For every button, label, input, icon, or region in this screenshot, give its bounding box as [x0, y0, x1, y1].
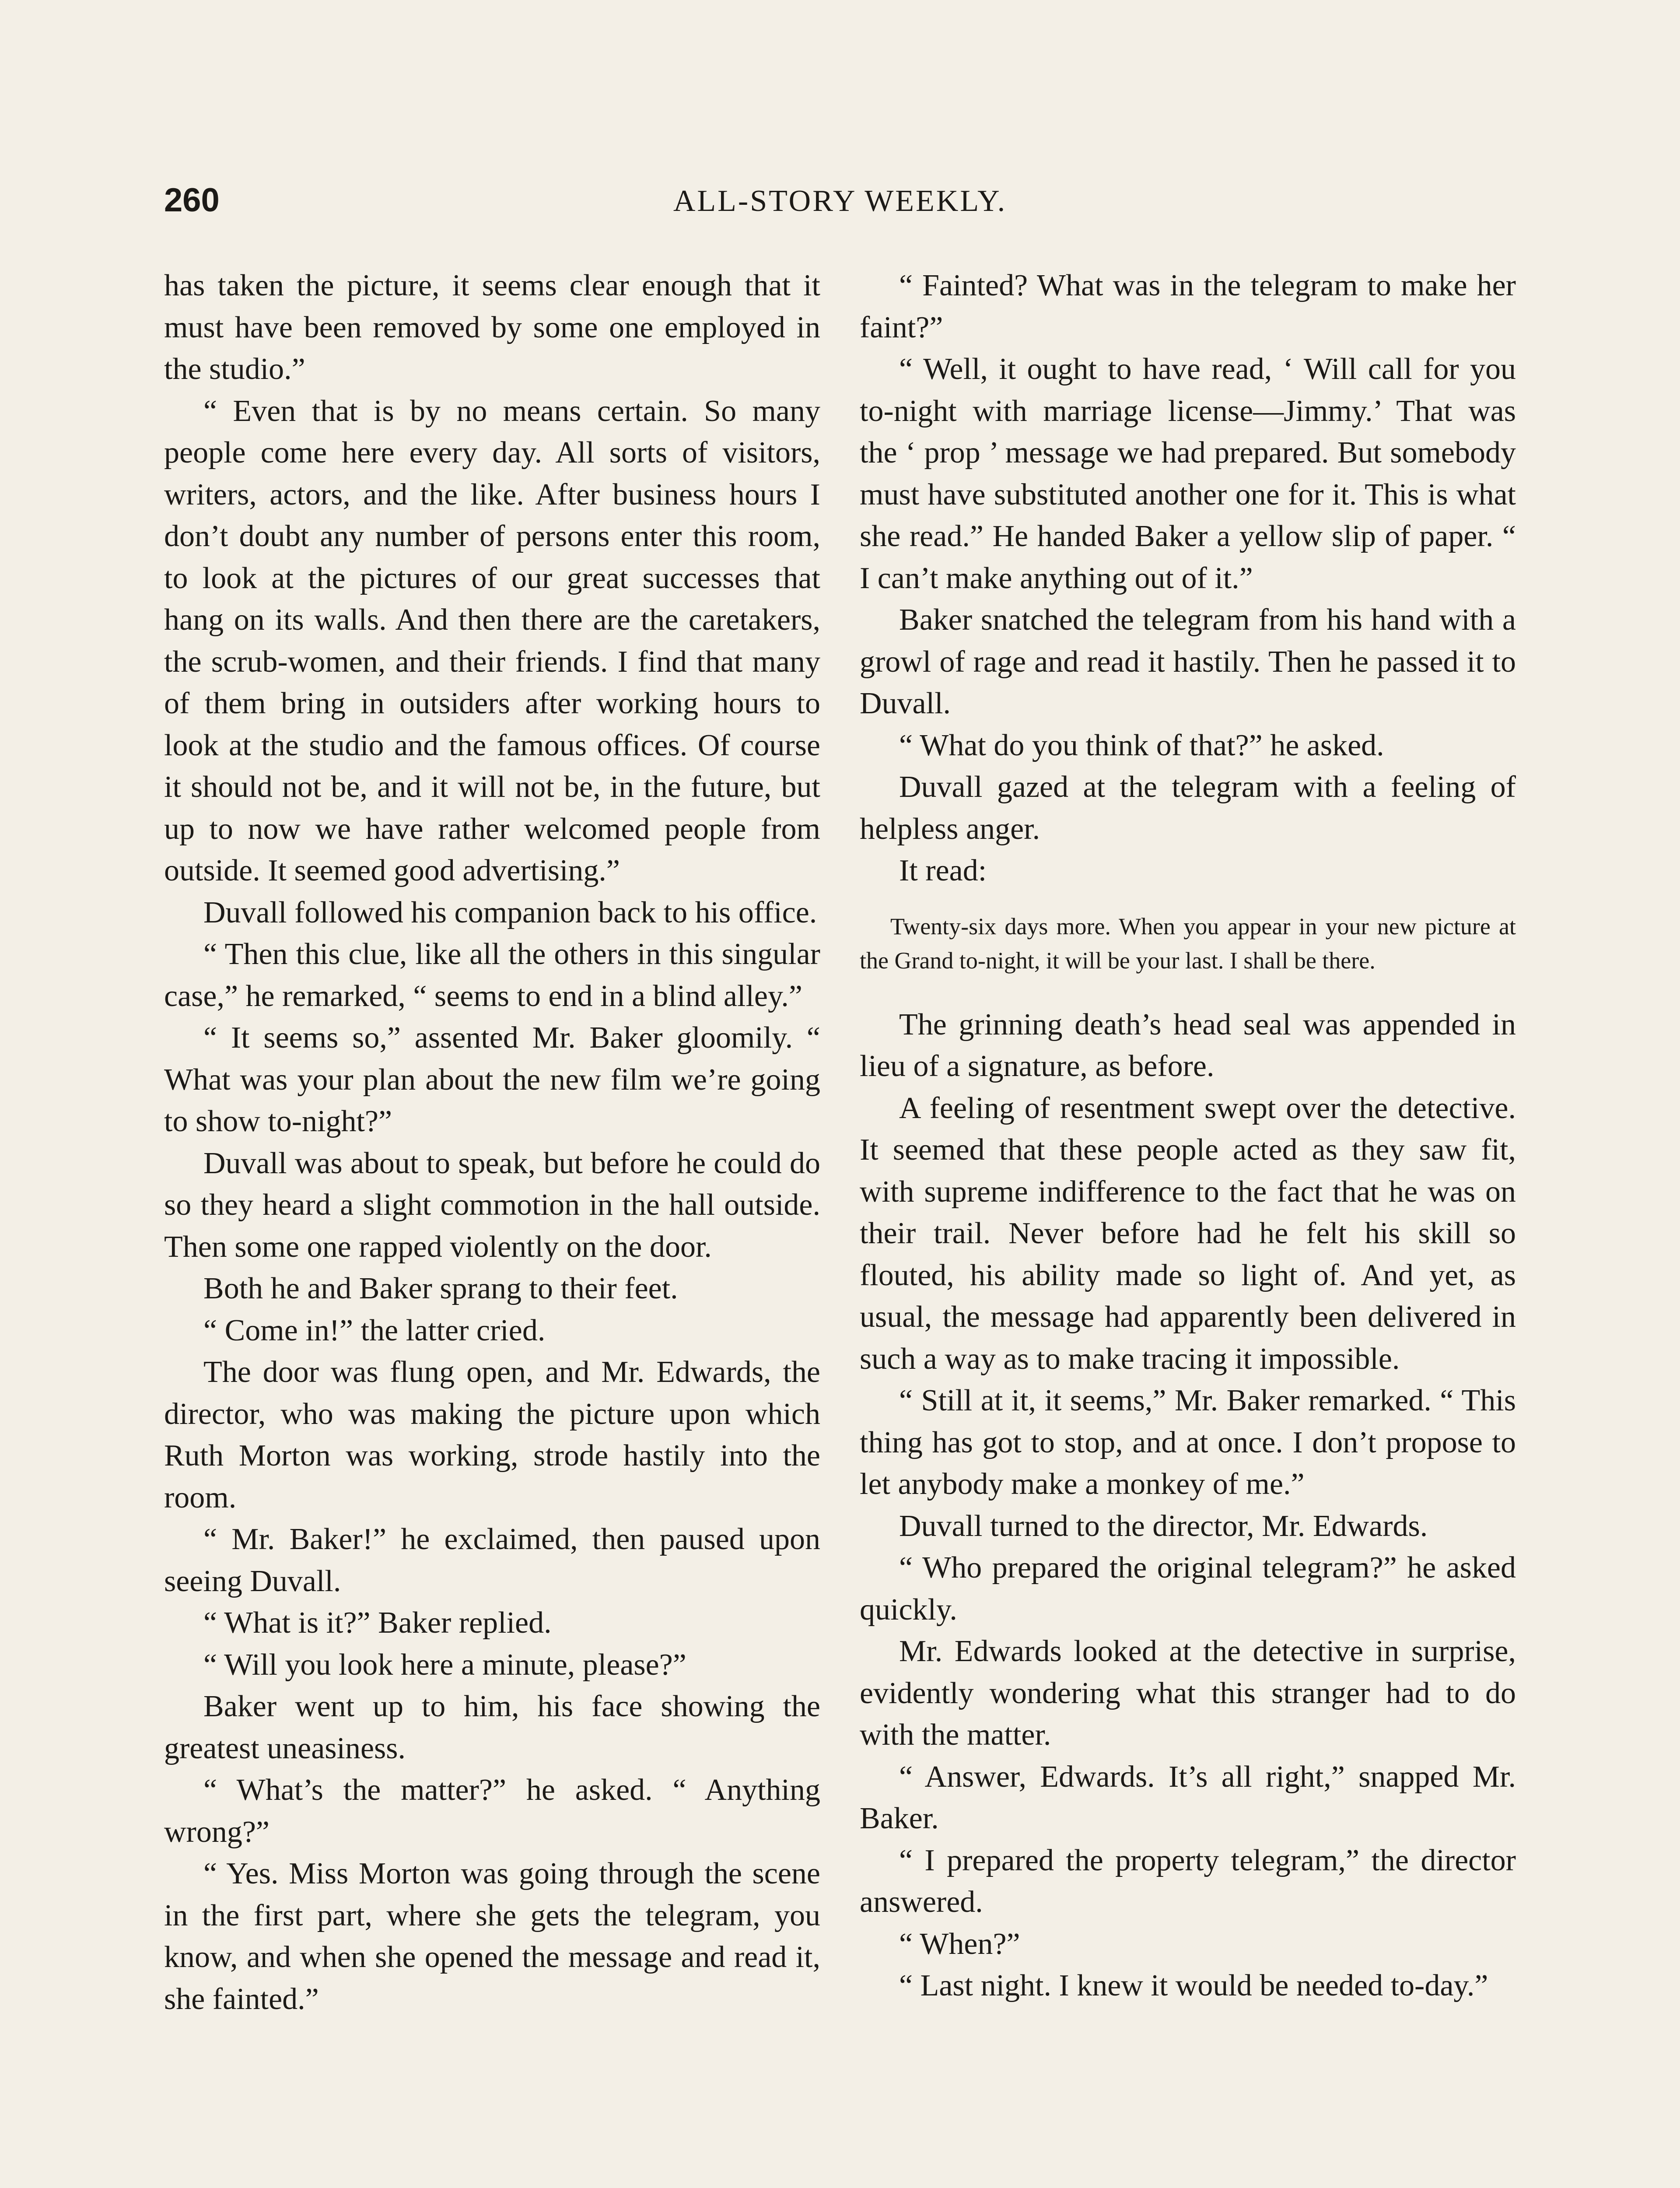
paragraph: “ Then this clue, like all the others in this singular case,” he remarked, “ seems to end in a blind alley.”: [164, 937, 820, 1013]
paragraph: “ Mr. Baker!” he exclaimed, then paused upon seeing Duvall.: [164, 1522, 820, 1598]
paragraph: “ What is it?” Baker replied.: [203, 1606, 552, 1640]
paragraph: Baker snatched the telegram from his hand with a growl of rage and read it hastily. Then he passed it to Duvall.: [860, 603, 1516, 720]
telegram-quote: Twenty-six days more. When you appear in your new picture at the Grand to-night, it will be your last. I shall be there.: [860, 913, 1516, 974]
page-number: 260: [164, 182, 220, 219]
paragraph: The door was flung open, and Mr. Edwards, the director, who was making the picture upon which Ruth Morton was working, strode hastily into the room.: [164, 1355, 820, 1515]
paragraph: Baker went up to him, his face showing the greatest uneasiness.: [164, 1690, 820, 1765]
paragraph: “ Answer, Edwards. It’s all right,” snapped Mr. Baker.: [860, 1760, 1516, 1835]
paragraph: “ Still at it, it seems,” Mr. Baker remarked. “ This thing has got to stop, and at once. I don’t propose to let anybody make a monkey of me.”: [860, 1384, 1516, 1501]
paragraph: “ What’s the matter?” he asked. “ Anything wrong?”: [164, 1773, 820, 1849]
paragraph: A feeling of resentment swept over the detective. It seemed that these people acted as they saw fit, with supreme indifference to the fact that he was on their trail. Never before had he felt his skill so flouted, his ability made so light of. And yet, as usual, the message had apparently been delivered in such a way as to make tracing it impossible.: [860, 1091, 1516, 1376]
paragraph: “ Come in!” the latter cried.: [203, 1313, 546, 1347]
paragraph: Duvall was about to speak, but before he could do so they heard a slight commotion in the hall outside. Then some one rapped violently on the door.: [164, 1146, 820, 1264]
paragraph: “ Even that is by no means certain. So many people come here every day. All sorts of visitors, writers, actors, and the like. After business hours I don’t doubt any number of persons enter this room, to look at the pictures of our great successes that hang on its walls. And then there are the caretakers, the scrub-women, and their friends. I find that many of them bring in outsiders after working hours to look at the studio and the famous offices. Of course it should not be, and it will not be, in the future, but up to now we have rather welcomed people from outside. It seemed good advertising.”: [164, 394, 820, 887]
running-head: ALL-STORY WEEKLY.: [673, 184, 1007, 218]
paragraph: “ I prepared the property telegram,” the director answered.: [860, 1843, 1516, 1919]
paragraph: Duvall gazed at the telegram with a feeling of helpless anger.: [860, 770, 1516, 846]
paragraph: “ Well, it ought to have read, ‘ Will call for you to-night with marriage license—Jimmy.’ That was the ‘ prop ’ message we had prepared. But somebody must have substituted another one for it. This is what she read.” He handed Baker a yellow slip of paper. “ I can’t make anything out of it.”: [860, 352, 1516, 595]
paragraph: “ Yes. Miss Morton was going through the scene in the first part, where she gets the telegram, you know, and when she opened the message and read it, she fainted.”: [164, 1857, 820, 2016]
paragraph: “ It seems so,” assented Mr. Baker gloomily. “ What was your plan about the new film we’re going to show to-night?”: [164, 1021, 820, 1138]
paragraph: “ Will you look here a minute, please?”: [203, 1648, 686, 1682]
paragraph: “ When?”: [899, 1927, 1020, 1961]
paragraph: has taken the picture, it seems clear enough that it must have been removed by some one employed in the studio.”: [164, 269, 820, 386]
paragraph: Duvall turned to the director, Mr. Edwards.: [899, 1509, 1428, 1543]
paragraph: “ Fainted? What was in the telegram to make her faint?”: [860, 269, 1516, 344]
right-column: [860, 265, 1516, 2007]
paragraph: Both he and Baker sprang to their feet.: [203, 1272, 678, 1305]
paragraph: Mr. Edwards looked at the detective in surprise, evidently wondering what this stranger had to do with the matter.: [860, 1634, 1516, 1752]
paragraph: “ Last night. I knew it would be needed to-day.”: [899, 1969, 1488, 2002]
paragraph: It read:: [899, 854, 987, 887]
paragraph: “ Who prepared the original telegram?” he asked quickly.: [860, 1551, 1516, 1627]
paragraph: The grinning death’s head seal was appended in lieu of a signature, as before.: [860, 1007, 1516, 1083]
paragraph: “ What do you think of that?” he asked.: [899, 728, 1384, 762]
paragraph: Duvall followed his companion back to his office.: [203, 895, 817, 929]
left-column: [164, 265, 820, 2020]
